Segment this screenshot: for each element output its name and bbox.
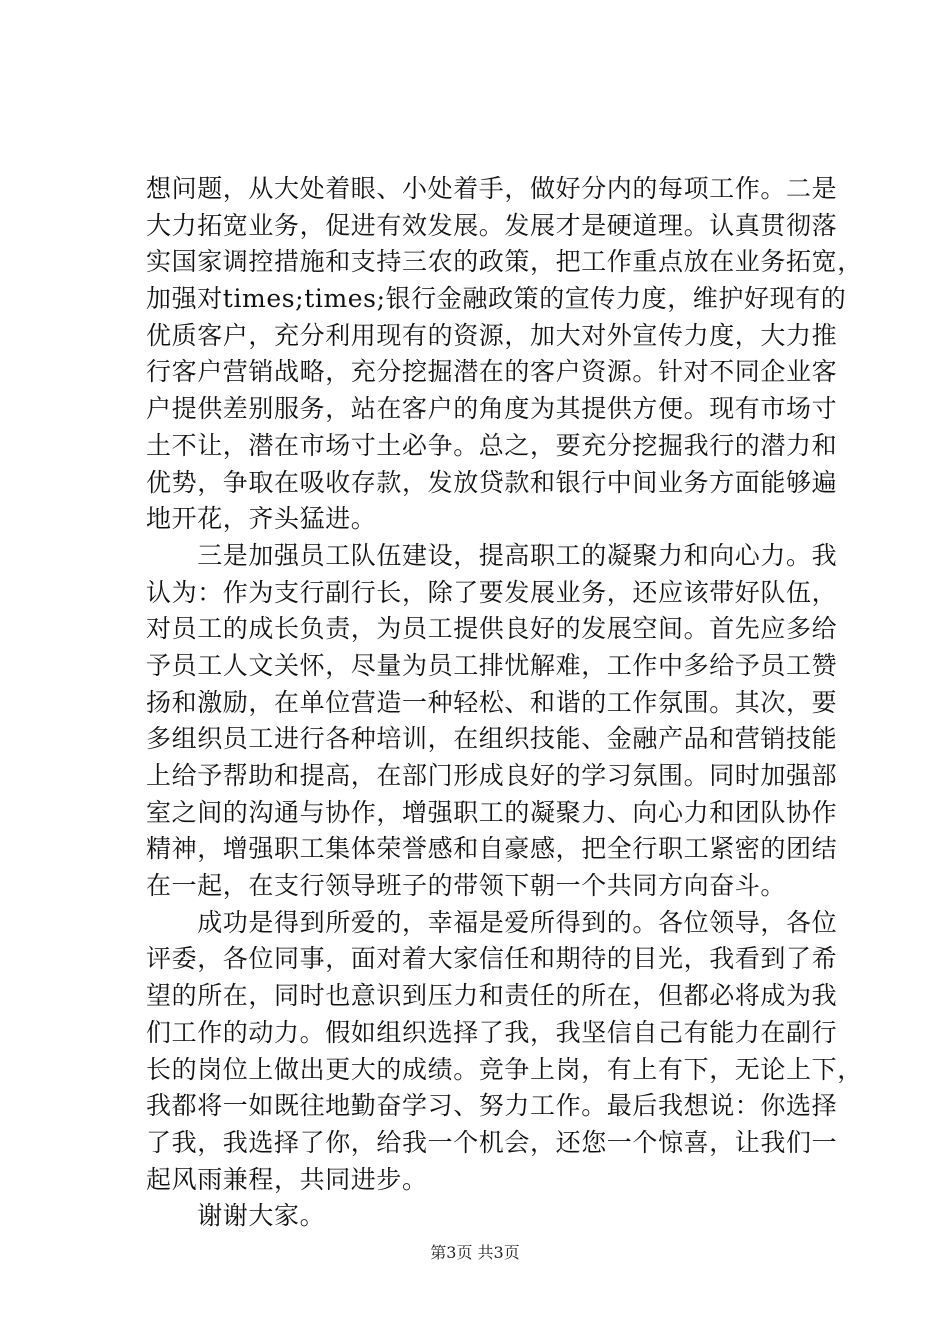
text-line: 加强对times;times;银行金融政策的宣传力度，维护好现有的 — [146, 284, 847, 314]
text-line: 我都将一如既往地勤奋学习、努力工作。最后我想说：你选择 — [146, 1091, 838, 1121]
closing-line: 谢谢大家。 — [146, 1201, 326, 1231]
text-line: 户提供差别服务，站在客户的角度为其提供方便。现有市场寸 — [146, 394, 838, 424]
text-line: 实国家调控措施和支持三农的政策，把工作重点放在业务拓宽， — [146, 247, 863, 277]
page-number-label: 第3页 共3页 — [430, 1243, 520, 1262]
paragraph-start-line: 三是加强员工队伍建设，提高职工的凝聚力和向心力。我 — [146, 540, 838, 570]
paragraph-start-line: 成功是得到所爱的，幸福是爱所得到的。各位领导，各位 — [146, 907, 838, 937]
text-line: 认为：作为支行副行长，除了要发展业务，还应该带好队伍， — [146, 577, 838, 607]
text-line: 想问题，从大处着眼、小处着手，做好分内的每项工作。二是 — [146, 174, 838, 203]
text-line: 行客户营销战略，充分挖掘潜在的客户资源。针对不同企业客 — [146, 357, 838, 387]
text-line: 精神，增强职工集体荣誉感和自豪感，把全行职工紧密的团结 — [146, 834, 838, 864]
page-footer — [0, 1243, 950, 1263]
text-line: 对员工的成长负责，为员工提供良好的发展空间。首先应多给 — [146, 614, 838, 644]
text-line: 了我，我选择了你，给我一个机会，还您一个惊喜，让我们一 — [146, 1127, 838, 1157]
text-line: 地开花，齐头猛进。 — [146, 504, 377, 534]
text-line: 多组织员工进行各种培训，在组织技能、金融产品和营销技能 — [146, 724, 838, 754]
text-line: 在一起，在支行领导班子的带领下朝一个共同方向奋斗。 — [146, 871, 787, 901]
text-line: 扬和激励，在单位营造一种轻松、和谐的工作氛围。其次，要 — [146, 687, 838, 717]
text-line: 上给予帮助和提高，在部门形成良好的学习氛围。同时加强部 — [146, 761, 838, 790]
text-line: 起风雨兼程，共同进步。 — [146, 1164, 428, 1194]
text-line: 们工作的动力。假如组织选择了我，我坚信自己有能力在副行 — [146, 1017, 838, 1047]
text-line: 优势，争取在吸收存款，发放贷款和银行中间业务方面能够遍 — [146, 467, 838, 497]
text-line: 室之间的沟通与协作，增强职工的凝聚力、向心力和团队协作 — [146, 797, 838, 827]
text-line: 土不让，潜在市场寸土必争。总之，要充分挖掘我行的潜力和 — [146, 430, 838, 460]
text-line: 大力拓宽业务，促进有效发展。发展才是硬道理。认真贯彻落 — [146, 210, 838, 240]
text-line: 望的所在，同时也意识到压力和责任的所在，但都必将成为我 — [146, 981, 838, 1011]
text-line: 予员工人文关怀，尽量为员工排忧解难，工作中多给予员工赞 — [146, 650, 838, 680]
text-line: 优质客户，充分利用现有的资源，加大对外宣传力度，大力推 — [146, 320, 838, 350]
text-line: 长的岗位上做出更大的成绩。竞争上岗，有上有下，无论上下， — [146, 1054, 863, 1084]
document-body — [146, 171, 863, 1235]
text-line: 评委，各位同事，面对着大家信任和期待的目光，我看到了希 — [146, 944, 838, 974]
